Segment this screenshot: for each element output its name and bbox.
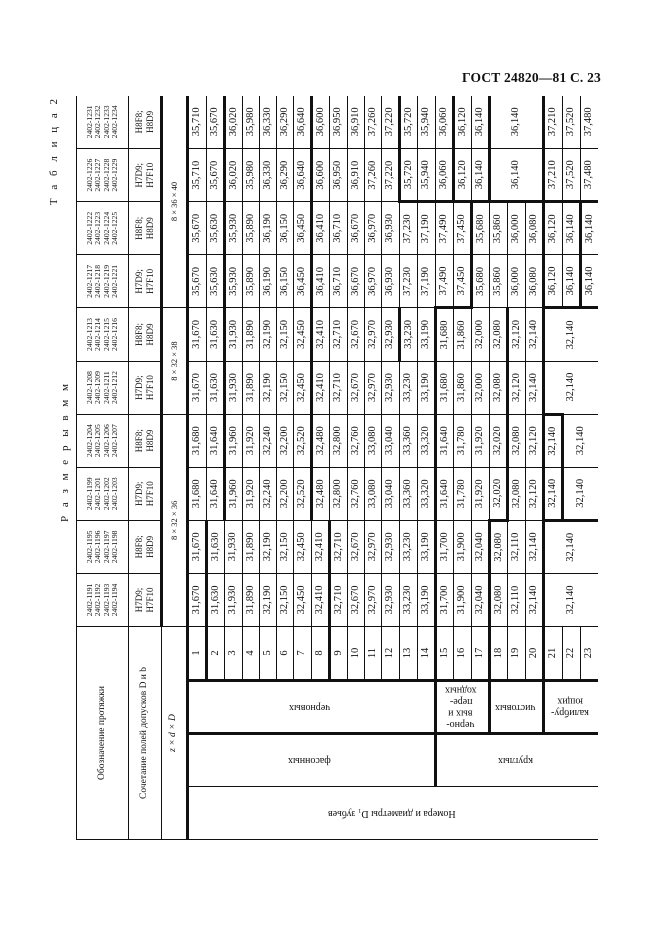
value-cell: 33,360 — [400, 467, 418, 520]
tool-codes: 2402-1231 2402-1232 2402-1233 2402-1234 — [77, 96, 129, 149]
value-cell: 36,410 — [312, 255, 330, 308]
row-number: 14 — [418, 627, 436, 681]
value-cell: 37,220 — [382, 149, 400, 202]
value-cell: 36,450 — [294, 255, 312, 308]
value-cell: 32,800 — [330, 414, 348, 467]
value-cell: 32,150 — [277, 573, 294, 626]
shape-group-text: круглых — [498, 755, 534, 767]
value-cell: 36,140 — [563, 202, 581, 255]
value-cell: 37,450 — [454, 202, 472, 255]
rotated-table-container — [48, 96, 595, 840]
row-number: 6 — [277, 627, 294, 681]
tool-codes: 2402-1222 2402-1223 2402-1224 2402-1225 — [77, 202, 129, 255]
value-cell: 31,700 — [436, 573, 454, 626]
value-cell: 33,040 — [382, 467, 400, 520]
row-number: 10 — [348, 627, 365, 681]
value-cell: 35,720 — [400, 96, 418, 149]
table-caption: Т а б л и ц а 2 — [48, 96, 60, 206]
value-cell: 36,000 — [508, 255, 526, 308]
value-cell: 31,890 — [243, 361, 260, 414]
value-cell: 31,640 — [436, 414, 454, 467]
value-cell: 31,890 — [243, 573, 260, 626]
size-group: 8 × 32 × 38 — [162, 308, 188, 414]
row-number: 4 — [243, 627, 260, 681]
value-cell: 32,120 — [508, 361, 526, 414]
value-cell: 32,080 — [490, 361, 508, 414]
tolerance-cell: H8F8; H8D9 — [129, 202, 162, 255]
designation-header: Обозначение протяжки — [77, 627, 129, 840]
value-cell: 31,700 — [436, 520, 454, 573]
value-cell: 31,900 — [454, 520, 472, 573]
value-cell: 33,230 — [400, 308, 418, 361]
value-cell: 31,630 — [207, 573, 225, 626]
value-cell: 36,140 — [581, 255, 599, 308]
value-cell: 32,410 — [312, 520, 330, 573]
value-cell: 33,190 — [418, 573, 436, 626]
value-cell: 31,670 — [188, 361, 207, 414]
value-cell: 32,800 — [330, 467, 348, 520]
value-cell: 32,450 — [294, 520, 312, 573]
value-cell: 36,060 — [436, 149, 454, 202]
tool-codes: 2402-1191 2402-1192 2402-1193 2402-1194 — [77, 573, 129, 626]
shape-group — [436, 734, 599, 787]
value-cell: 35,680 — [472, 202, 490, 255]
value-cell: 32,240 — [260, 414, 277, 467]
value-cell: 32,110 — [508, 520, 526, 573]
row-number: 11 — [365, 627, 382, 681]
value-cell: 32,150 — [277, 520, 294, 573]
tool-codes: 2402-1208 2402-1209 2402-1211 2402-1212 — [77, 361, 129, 414]
value-cell: 31,680 — [188, 414, 207, 467]
value-cell: 36,140 — [490, 149, 544, 202]
value-cell: 31,960 — [225, 467, 243, 520]
value-cell: 35,890 — [243, 255, 260, 308]
shape-group-text: фасонных — [288, 755, 332, 767]
tolerance-cell: H7D9; H7F10 — [129, 149, 162, 202]
value-cell: 31,890 — [243, 308, 260, 361]
value-cell: 36,020 — [225, 96, 243, 149]
value-cell: 31,780 — [454, 414, 472, 467]
value-cell: 36,930 — [382, 202, 400, 255]
value-cell: 36,120 — [454, 96, 472, 149]
value-cell: 37,490 — [436, 202, 454, 255]
value-cell: 32,670 — [348, 308, 365, 361]
row-number: 7 — [294, 627, 312, 681]
value-cell: 37,520 — [563, 149, 581, 202]
value-cell: 31,930 — [225, 308, 243, 361]
row-number: 9 — [330, 627, 348, 681]
tolerance-cell: H7D9; H7F10 — [129, 573, 162, 626]
value-cell: 35,710 — [188, 149, 207, 202]
value-cell: 36,060 — [436, 96, 454, 149]
value-cell: 36,190 — [260, 255, 277, 308]
value-cell: 31,930 — [225, 520, 243, 573]
value-cell: 36,190 — [260, 202, 277, 255]
value-cell: 35,940 — [418, 96, 436, 149]
value-cell: 31,930 — [225, 573, 243, 626]
value-cell: 32,670 — [348, 573, 365, 626]
shape-group — [188, 734, 436, 787]
value-cell: 36,120 — [454, 149, 472, 202]
value-cell: 32,480 — [312, 467, 330, 520]
tolerance-cell: H8F8; H8D9 — [129, 308, 162, 361]
value-cell: 36,150 — [277, 255, 294, 308]
value-cell: 32,140 — [526, 573, 544, 626]
row-number: 18 — [490, 627, 508, 681]
value-cell: 32,200 — [277, 467, 294, 520]
value-cell: 32,040 — [472, 520, 490, 573]
value-cell: 32,150 — [277, 308, 294, 361]
value-cell: 32,140 — [526, 308, 544, 361]
tolerance-cell: H7D9; H7F10 — [129, 361, 162, 414]
value-cell: 32,120 — [508, 308, 526, 361]
value-cell: 35,860 — [490, 255, 508, 308]
value-cell: 37,520 — [563, 96, 581, 149]
row-number: 22 — [563, 627, 581, 681]
value-cell: 35,980 — [243, 149, 260, 202]
value-cell: 37,190 — [418, 202, 436, 255]
value-cell: 32,080 — [508, 467, 526, 520]
value-cell: 32,000 — [472, 308, 490, 361]
value-cell: 37,210 — [544, 149, 563, 202]
value-cell: 32,410 — [312, 573, 330, 626]
value-cell: 31,780 — [454, 467, 472, 520]
value-cell: 32,930 — [382, 520, 400, 573]
value-cell: 37,220 — [382, 96, 400, 149]
value-cell: 32,450 — [294, 573, 312, 626]
tolerance-cell: H8F8; H8D9 — [129, 520, 162, 573]
teeth-numbers-label — [188, 787, 599, 840]
value-cell: 36,710 — [330, 255, 348, 308]
value-cell: 32,710 — [330, 573, 348, 626]
row-number: 23 — [581, 627, 599, 681]
value-cell: 32,120 — [526, 467, 544, 520]
value-cell: 32,240 — [260, 467, 277, 520]
value-cell: 32,190 — [260, 308, 277, 361]
value-cell: 32,120 — [526, 414, 544, 467]
value-cell: 32,190 — [260, 520, 277, 573]
value-cell: 31,680 — [436, 308, 454, 361]
value-cell: 37,450 — [454, 255, 472, 308]
tolerance-cell: H8F8; H8D9 — [129, 414, 162, 467]
value-cell: 31,930 — [225, 361, 243, 414]
value-cell: 32,020 — [490, 414, 508, 467]
value-cell: 32,080 — [508, 414, 526, 467]
value-cell: 36,670 — [348, 202, 365, 255]
row-number: 12 — [382, 627, 400, 681]
row-number: 3 — [225, 627, 243, 681]
value-cell: 32,480 — [312, 414, 330, 467]
value-cell: 35,720 — [400, 149, 418, 202]
value-cell: 32,190 — [260, 573, 277, 626]
row-number: 21 — [544, 627, 563, 681]
value-cell: 31,920 — [472, 467, 490, 520]
value-cell: 36,140 — [490, 96, 544, 149]
value-cell: 32,710 — [330, 520, 348, 573]
value-cell: 36,330 — [260, 96, 277, 149]
value-cell: 31,670 — [188, 308, 207, 361]
value-cell: 32,080 — [490, 308, 508, 361]
value-cell: 36,970 — [365, 255, 382, 308]
value-cell: 35,930 — [225, 202, 243, 255]
value-cell: 32,450 — [294, 308, 312, 361]
dimensions-table — [76, 96, 598, 840]
value-cell: 37,230 — [400, 202, 418, 255]
value-cell: 36,410 — [312, 202, 330, 255]
value-cell: 37,210 — [544, 96, 563, 149]
row-number: 2 — [207, 627, 225, 681]
value-cell: 35,680 — [472, 255, 490, 308]
value-cell: 37,480 — [581, 96, 599, 149]
value-cell: 33,040 — [382, 414, 400, 467]
value-cell: 36,970 — [365, 202, 382, 255]
value-cell: 33,230 — [400, 520, 418, 573]
value-cell: 36,600 — [312, 96, 330, 149]
value-cell: 31,640 — [207, 467, 225, 520]
value-cell: 32,140 — [544, 361, 599, 414]
value-cell: 31,860 — [454, 308, 472, 361]
value-cell: 32,080 — [490, 573, 508, 626]
value-cell: 36,710 — [330, 202, 348, 255]
value-cell: 32,410 — [312, 308, 330, 361]
value-cell: 37,190 — [418, 255, 436, 308]
size-header: z × d × D — [162, 627, 188, 840]
value-cell: 32,140 — [544, 414, 563, 467]
value-cell: 37,480 — [581, 149, 599, 202]
value-cell: 32,970 — [365, 308, 382, 361]
tolerance-cell: H8F8; H8D9 — [129, 96, 162, 149]
value-cell: 37,230 — [400, 255, 418, 308]
value-cell: 36,120 — [544, 202, 563, 255]
tolerance-cell: H7D9; H7F10 — [129, 255, 162, 308]
value-cell: 32,140 — [544, 573, 599, 626]
table-row — [544, 96, 563, 840]
units-caption: Р а з м е р ы в м м — [59, 381, 71, 522]
value-cell: 35,670 — [188, 202, 207, 255]
value-cell: 36,000 — [508, 202, 526, 255]
value-cell: 31,900 — [454, 573, 472, 626]
class-group — [436, 681, 490, 734]
value-cell: 33,190 — [418, 520, 436, 573]
value-cell: 32,760 — [348, 414, 365, 467]
value-cell: 35,670 — [207, 149, 225, 202]
value-cell: 32,140 — [544, 308, 599, 361]
value-cell: 32,140 — [544, 467, 563, 520]
value-cell: 32,930 — [382, 361, 400, 414]
value-cell: 31,920 — [243, 414, 260, 467]
value-cell: 32,930 — [382, 308, 400, 361]
value-cell: 32,150 — [277, 361, 294, 414]
value-cell: 31,670 — [188, 573, 207, 626]
value-cell: 36,640 — [294, 149, 312, 202]
value-cell: 32,140 — [526, 520, 544, 573]
value-cell: 33,360 — [400, 414, 418, 467]
class-group — [490, 681, 544, 734]
value-cell: 33,320 — [418, 467, 436, 520]
row-number: 17 — [472, 627, 490, 681]
value-cell: 36,140 — [472, 149, 490, 202]
value-cell: 32,670 — [348, 520, 365, 573]
value-cell: 35,630 — [207, 255, 225, 308]
value-cell: 32,000 — [472, 361, 490, 414]
value-cell: 36,450 — [294, 202, 312, 255]
value-cell: 36,600 — [312, 149, 330, 202]
value-cell: 32,710 — [330, 361, 348, 414]
value-cell: 31,920 — [472, 414, 490, 467]
value-cell: 31,680 — [188, 467, 207, 520]
value-cell: 32,970 — [365, 361, 382, 414]
value-cell: 36,950 — [330, 149, 348, 202]
row-number: 1 — [188, 627, 207, 681]
value-cell: 32,670 — [348, 361, 365, 414]
value-cell: 35,670 — [188, 255, 207, 308]
value-cell: 32,020 — [490, 467, 508, 520]
value-cell: 35,980 — [243, 96, 260, 149]
value-cell: 32,970 — [365, 520, 382, 573]
value-cell: 31,630 — [207, 308, 225, 361]
value-cell: 32,080 — [490, 520, 508, 573]
tolerance-cell: H7D9; H7F10 — [129, 467, 162, 520]
row-number: 8 — [312, 627, 330, 681]
value-cell: 32,140 — [563, 414, 599, 467]
tool-codes: 2402-1213 2402-1214 2402-1215 2402-1216 — [77, 308, 129, 361]
value-cell: 35,930 — [225, 255, 243, 308]
value-cell: 36,080 — [526, 202, 544, 255]
teeth-numbers-label-text: Номера и диаметры D₁ зубьев — [327, 807, 456, 819]
page-header: ГОСТ 24820—81 С. 23 — [462, 70, 601, 85]
row-number: 19 — [508, 627, 526, 681]
class-group — [188, 681, 436, 734]
value-cell: 36,140 — [581, 202, 599, 255]
value-cell: 33,230 — [400, 573, 418, 626]
value-cell: 33,190 — [418, 361, 436, 414]
row-number: 16 — [454, 627, 472, 681]
value-cell: 36,670 — [348, 255, 365, 308]
size-group: 8 × 36 × 40 — [162, 96, 188, 308]
value-cell: 36,640 — [294, 96, 312, 149]
tool-codes: 2402-1204 2402-1205 2402-1206 2402-1207 — [77, 414, 129, 467]
row-number: 15 — [436, 627, 454, 681]
value-cell: 33,080 — [365, 467, 382, 520]
class-group-text: черно- вых и пере- ходных — [445, 684, 477, 730]
value-cell: 35,710 — [188, 96, 207, 149]
value-cell: 32,520 — [294, 467, 312, 520]
value-cell: 37,260 — [365, 149, 382, 202]
row-number: 20 — [526, 627, 544, 681]
table-row — [188, 96, 207, 840]
value-cell: 31,680 — [436, 361, 454, 414]
value-cell: 32,520 — [294, 414, 312, 467]
value-cell: 31,860 — [454, 361, 472, 414]
size-group: 8 × 32 × 36 — [162, 414, 188, 626]
value-cell: 36,140 — [563, 255, 581, 308]
class-group — [544, 681, 599, 734]
value-cell: 32,450 — [294, 361, 312, 414]
value-cell: 32,410 — [312, 361, 330, 414]
value-cell: 36,020 — [225, 149, 243, 202]
row-number: 5 — [260, 627, 277, 681]
value-cell: 35,630 — [207, 202, 225, 255]
value-cell: 32,760 — [348, 467, 365, 520]
value-cell: 32,200 — [277, 414, 294, 467]
class-group-text: черновых — [289, 701, 331, 713]
value-cell: 31,630 — [207, 361, 225, 414]
value-cell: 36,080 — [526, 255, 544, 308]
value-cell: 35,860 — [490, 202, 508, 255]
row-number: 13 — [400, 627, 418, 681]
tool-codes: 2402-1199 2402-1201 2402-1202 2402-1203 — [77, 467, 129, 520]
value-cell: 32,140 — [544, 520, 599, 573]
value-cell: 31,640 — [436, 467, 454, 520]
value-cell: 36,930 — [382, 255, 400, 308]
value-cell: 35,940 — [418, 149, 436, 202]
class-group-text: чистовых — [494, 701, 535, 713]
value-cell: 32,040 — [472, 573, 490, 626]
value-cell: 31,630 — [207, 520, 225, 573]
value-cell: 33,320 — [418, 414, 436, 467]
value-cell: 35,890 — [243, 202, 260, 255]
value-cell: 36,910 — [348, 149, 365, 202]
tolerance-header: Сочетание полей допусков D и b — [129, 627, 162, 840]
value-cell: 32,710 — [330, 308, 348, 361]
value-cell: 31,670 — [188, 520, 207, 573]
value-cell: 36,330 — [260, 149, 277, 202]
value-cell: 32,970 — [365, 573, 382, 626]
class-group-text: калибру- ющих — [550, 696, 589, 719]
table-row — [490, 96, 508, 840]
value-cell: 31,960 — [225, 414, 243, 467]
value-cell: 36,120 — [544, 255, 563, 308]
value-cell: 36,140 — [472, 96, 490, 149]
value-cell: 31,920 — [243, 467, 260, 520]
value-cell: 33,080 — [365, 414, 382, 467]
value-cell: 36,290 — [277, 149, 294, 202]
tool-codes: 2402-1217 2402-1218 2402-1219 2402-1221 — [77, 255, 129, 308]
value-cell: 36,150 — [277, 202, 294, 255]
value-cell: 37,490 — [436, 255, 454, 308]
value-cell: 31,890 — [243, 520, 260, 573]
value-cell: 32,930 — [382, 573, 400, 626]
value-cell: 36,910 — [348, 96, 365, 149]
value-cell: 32,140 — [526, 361, 544, 414]
value-cell: 33,230 — [400, 361, 418, 414]
value-cell: 32,190 — [260, 361, 277, 414]
value-cell: 32,110 — [508, 573, 526, 626]
tool-codes: 2402-1195 2402-1196 2402-1197 2402-1198 — [77, 520, 129, 573]
value-cell: 31,640 — [207, 414, 225, 467]
value-cell: 33,190 — [418, 308, 436, 361]
value-cell: 32,140 — [563, 467, 599, 520]
table-row — [436, 96, 454, 840]
tool-codes: 2402-1226 2402-1227 2402-1228 2402-1229 — [77, 149, 129, 202]
value-cell: 37,260 — [365, 96, 382, 149]
value-cell: 36,290 — [277, 96, 294, 149]
value-cell: 36,950 — [330, 96, 348, 149]
value-cell: 35,670 — [207, 96, 225, 149]
